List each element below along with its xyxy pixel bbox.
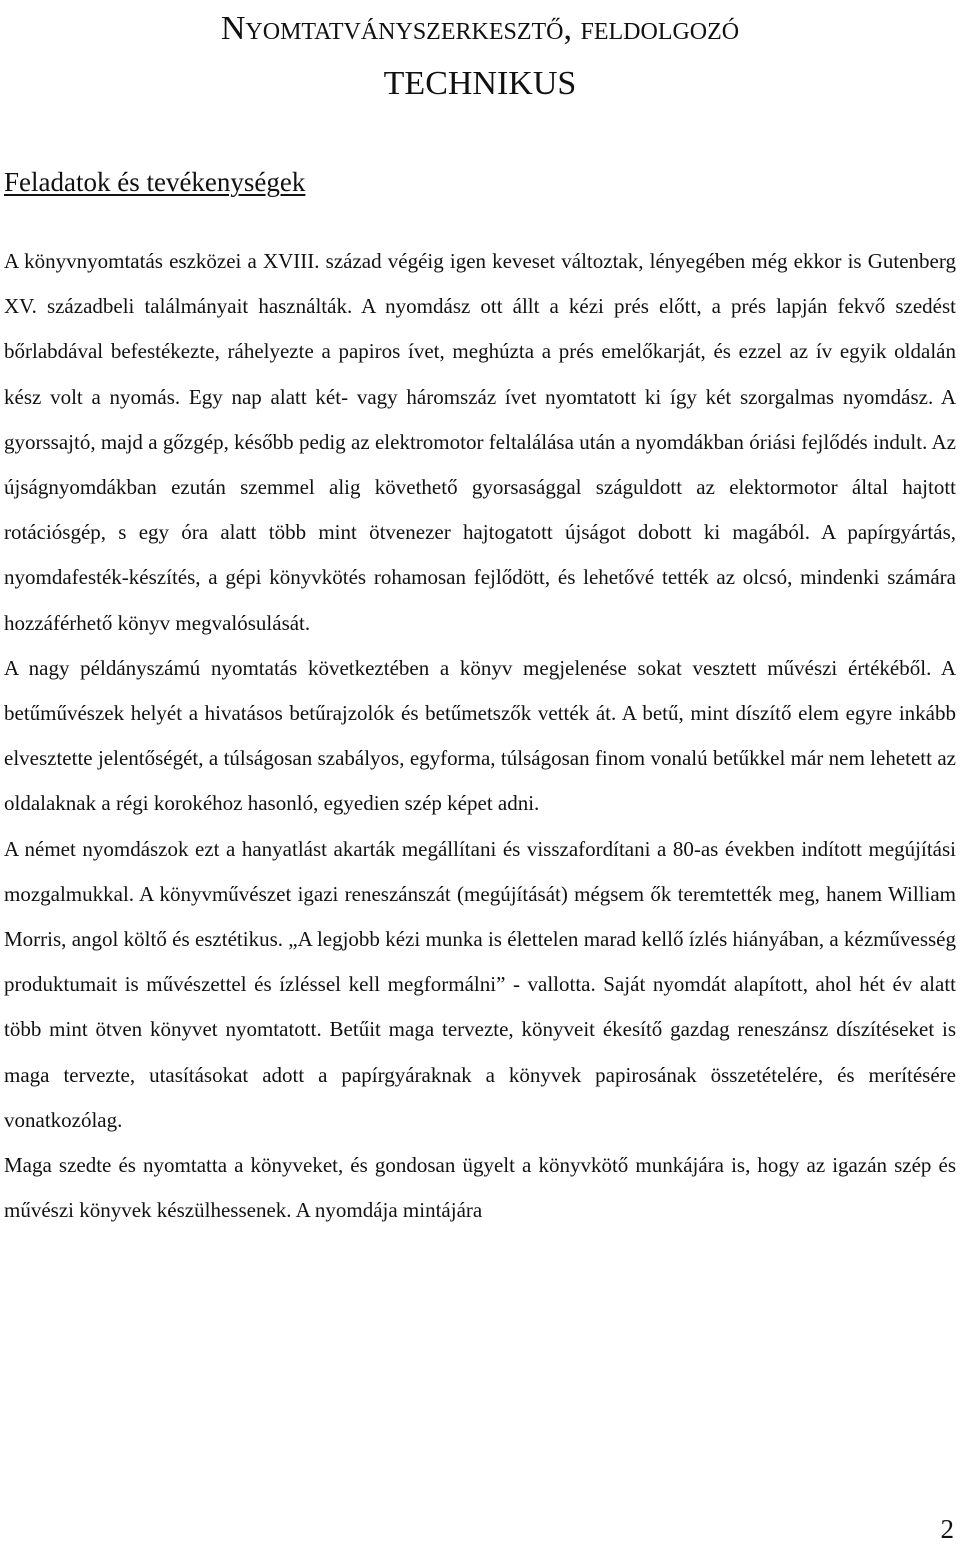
section-heading: Feladatok és tevékenységek — [4, 167, 306, 197]
page-number: 2 — [940, 1514, 954, 1544]
paragraph-1: A könyvnyomtatás eszközei a XVIII. század végéig igen keveset változtak, lényegében még ekkor is Gutenberg XV. századbeli találmányait használták. A nyomdász ott állt a kézi prés előtt, a prés lapján fekvő szedést bőrlabdával befestékezte, ráhelyezte a papiros ívet, meghúzta a prés emelőkarját, és ezzel az ív egyik oldalán kész volt a nyomás. Egy nap alatt két- vagy háromszáz ívet nyomtatott ki így két szorgalmas nyomdász. A gyorssajtó, majd a gőzgép, később pedig az elektromotor feltalálása után a nyomdákban óriási fejlődés indult. Az újságnyomdákban ezután szemmel alig követhető gyorsasággal száguldott az elektormotor által hajtott rotációsgép, s egy óra alatt több mint ötvenezer hajtogatott újságot dobott ki magából. A papírgyártás, nyomdafesték-készítés, a gépi könyvkötés rohamosan fejlődött, és lehetővé tették az olcsó, mindenki számára hozzáférhető könyv megvalósulását. — [4, 249, 956, 635]
paragraph-3: A német nyomdászok ezt a hanyatlást akarták megállítani és visszafordítani a 80-as években indított megújítási mozgalmukkal. A könyvművészet igazi reneszánszát (megújítását) mégsem ők teremtették meg, hanem William Morris, angol költő és esztétikus. „A legjobb kézi munka is élettelen marad kellő ízlés hiányában, a kézművesség produktumait is művészettel és ízléssel kell megformálni” - vallotta. Saját nyomdát alapított, ahol hét év alatt több mint ötven könyvet nyomtatott. Betűit maga tervezte, könyveit ékesítő gazdag reneszánsz díszítéseket is maga tervezte, utasításokat adott a papírgyáraknak a könyvek papirosának összetételére, és merítésére vonatkozólag. — [4, 836, 956, 1132]
paragraph-2: A nagy példányszámú nyomtatás következtében a könyv megjelenése sokat vesztett művészi értékéből. A betűművészek helyét a hivatásos betűrajzolók és betűmetszők vették át. A betű, mint díszítő elem egyre inkább elvesztette jelentőségét, a túlságosan szabályos, egyforma, túlságosan finom vonalú betűkkel már nem lehetett az oldalaknak a régi korokéhoz hasonló, egyedien szép képet adni. — [4, 655, 956, 816]
body-text — [4, 239, 956, 1233]
page-title — [0, 0, 960, 111]
title-line-2: TECHNIKUS — [383, 65, 577, 102]
paragraph-4: Maga szedte és nyomtatta a könyveket, és gondosan ügyelt a könyvkötő munkájára is, hogy az igazán szép és művészi könyvek készülhessenek. A nyomdája mintájára — [4, 1153, 956, 1223]
title-line-1: Nyomtatványszerkesztő, feldolgozó — [220, 10, 740, 47]
